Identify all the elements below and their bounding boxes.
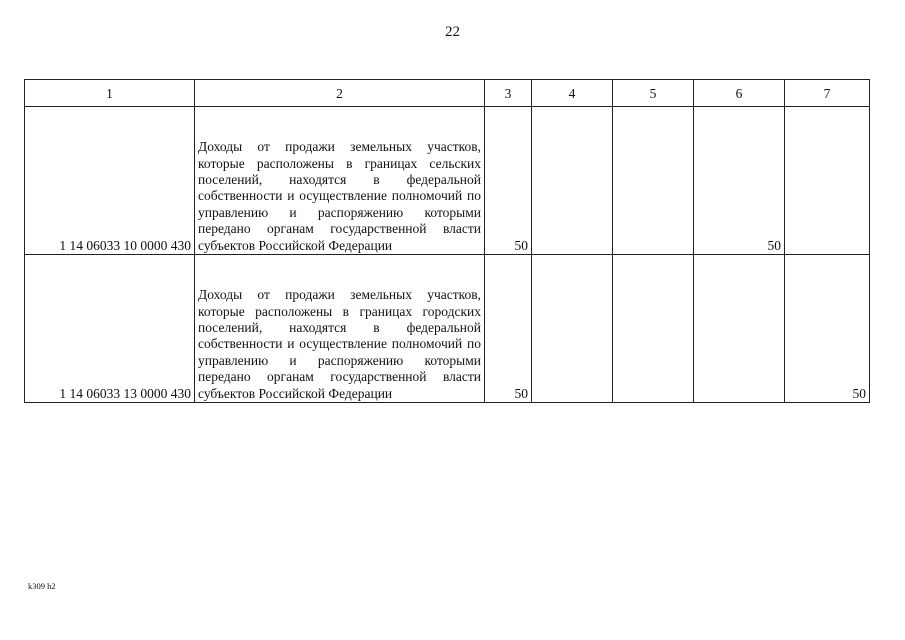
value-cell-col5: [613, 107, 694, 255]
value-cell-col4: [532, 255, 613, 403]
table-row: [25, 255, 870, 403]
revenue-code-cell: 1 14 06033 13 0000 430: [25, 255, 195, 403]
value-cell-col7: [785, 107, 870, 255]
revenue-code-cell: 1 14 06033 10 0000 430: [25, 107, 195, 255]
header-cell-6: 6: [694, 80, 785, 107]
value-cell-col6: 50: [694, 107, 785, 255]
value-cell-col4: [532, 107, 613, 255]
revenue-description-cell: Доходы от продажи земельных участков, которые расположены в границах сельских поселений, находятся в федеральной собственности и осуществление полномочий по управлению и распоряжению которыми передано органам государственной власти субъектов Российской Федерации: [195, 107, 485, 255]
value-cell-col3: 50: [485, 107, 532, 255]
revenue-description-cell: Доходы от продажи земельных участков, которые расположены в границах городских поселений, находятся в федеральной собственности и осуществление полномочий по управлению и распоряжению которыми передано органам государственной власти субъектов Российской Федерации: [195, 255, 485, 403]
budget-table: [24, 79, 870, 403]
table-row: [25, 107, 870, 255]
value-cell-col7: 50: [785, 255, 870, 403]
table-header-row: [25, 80, 870, 107]
header-cell-3: 3: [485, 80, 532, 107]
value-cell-col3: 50: [485, 255, 532, 403]
value-cell-col6: [694, 255, 785, 403]
header-cell-5: 5: [613, 80, 694, 107]
header-cell-2: 2: [195, 80, 485, 107]
header-cell-7: 7: [785, 80, 870, 107]
value-cell-col5: [613, 255, 694, 403]
document-footer-code: k309 h2: [28, 581, 56, 591]
header-cell-1: 1: [25, 80, 195, 107]
header-cell-4: 4: [532, 80, 613, 107]
page-number: 22: [445, 24, 460, 40]
